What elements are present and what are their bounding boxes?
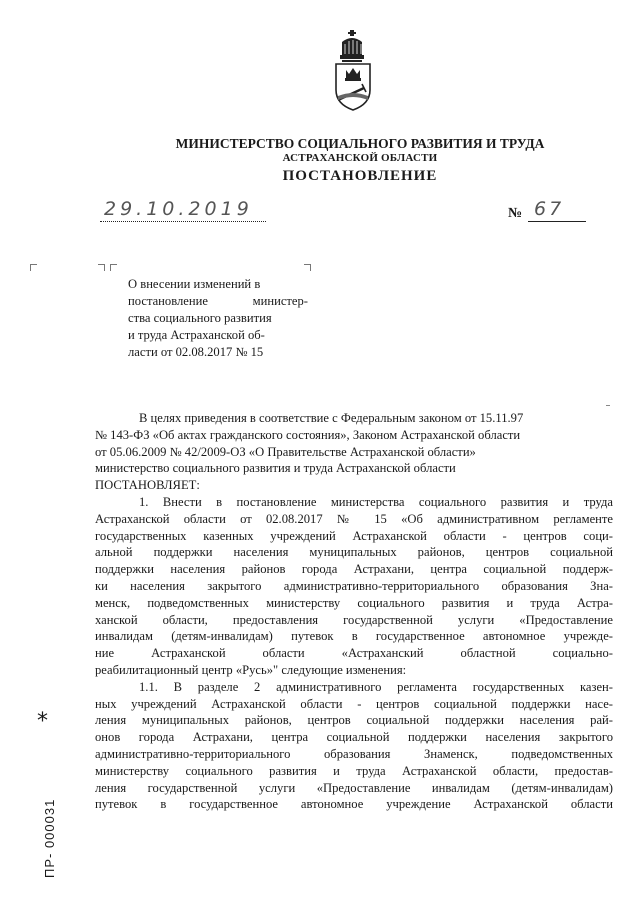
corner-mark — [110, 264, 117, 271]
subject-line: ства социального развития — [128, 311, 272, 325]
corner-mark — [304, 264, 311, 271]
document-body — [95, 410, 613, 813]
handwritten-date: 29.10.2019 — [104, 198, 253, 220]
body-line: 1. Внести в постановление министерства социального развития и труда — [139, 494, 613, 509]
document-type-title: ПОСТАНОВЛЕНИЕ — [282, 168, 438, 184]
body-line: министерству социального развития и труда Астраханской области, предостав- — [95, 763, 613, 778]
body-line: менск, подведомственных министерству социального развития и труда Астра- — [95, 595, 613, 610]
subject-line: ласти от 02.08.2017 № 15 — [128, 345, 264, 359]
body-line: путевок в государственное автономное учреждение Астраханской области — [95, 797, 613, 812]
body-line: государственных казенных учреждений Астраханской области - центров соци- — [95, 528, 613, 543]
body-line: ханской области, предоставления государственной услуги «Предоставление — [95, 612, 613, 627]
body-line: ления муниципальных районов, центров социальной поддержки населения рай- — [95, 713, 613, 728]
body-line: инвалидам (детям-инвалидам) путевок в государственное автономное учрежде- — [95, 629, 613, 644]
margin-star-mark: * — [37, 709, 48, 734]
subject-line: и труда Астраханской об- — [128, 328, 265, 342]
body-line: В целях приведения в соответствие с Федеральным законом от 15.11.97 — [139, 411, 524, 425]
astrakhan-coat-of-arms-icon — [328, 30, 378, 120]
body-line: реабилитационный центр «Русь»" следующие изменения: — [95, 662, 407, 677]
handwritten-number: 67 — [534, 198, 565, 220]
number-label: № — [508, 206, 523, 221]
body-line: ки населения закрытого административно-территориального образования Зна- — [95, 578, 613, 593]
scan-mark — [606, 405, 610, 406]
body-line: от 05.06.2009 № 42/2009-ОЗ «О Правительстве Астраханской области» — [95, 444, 476, 459]
corner-mark — [30, 264, 37, 271]
subject-line: постановление министер- — [128, 294, 308, 308]
body-line: № 143-ФЗ «Об актах гражданского состояния», Законом Астраханской области — [95, 427, 521, 442]
ministry-name-line2: АСТРАХАНСКОЙ ОБЛАСТИ — [282, 152, 438, 164]
document-date — [100, 198, 266, 222]
body-line: поддержки населения районов города Астрахани, центра социальной поддерж- — [95, 562, 613, 577]
body-line: Астраханской области от 02.08.2017 № 15 «Об административном регламенте — [95, 511, 613, 526]
subject-line: О внесении изменений в — [128, 277, 261, 291]
body-line: 1.1. В разделе 2 административного регламента государственных казен- — [139, 679, 613, 694]
body-line: онов города Астрахани, центра социальной поддержки населения закрытого — [95, 730, 613, 745]
document-subject — [128, 276, 308, 361]
body-line: ние Астраханской области «Астраханский областной социально- — [95, 646, 613, 661]
corner-mark — [98, 264, 105, 271]
body-line: ления государственной услуги «Предоставление инвалидам (детям-инвалидам) — [95, 780, 613, 795]
body-line: административно-территориального образования Знаменск, подведомственных — [95, 746, 613, 761]
number-underline — [528, 221, 586, 222]
ministry-name-line1: МИНИСТЕРСТВО СОЦИАЛЬНОГО РАЗВИТИЯ И ТРУДА — [175, 136, 545, 151]
body-line: министерство социального развития и труда Астраханской области — [95, 461, 456, 476]
body-line: альной поддержки населения муниципальных районов, центров социальной — [95, 545, 613, 560]
registration-code: ПР- 000031 — [42, 798, 57, 878]
body-line: ПОСТАНОВЛЯЕТ: — [95, 478, 200, 493]
body-line: ных учреждений Астраханской области - центров социальной поддержки насе- — [95, 696, 613, 711]
document-number — [528, 198, 586, 222]
date-underline — [100, 221, 266, 222]
